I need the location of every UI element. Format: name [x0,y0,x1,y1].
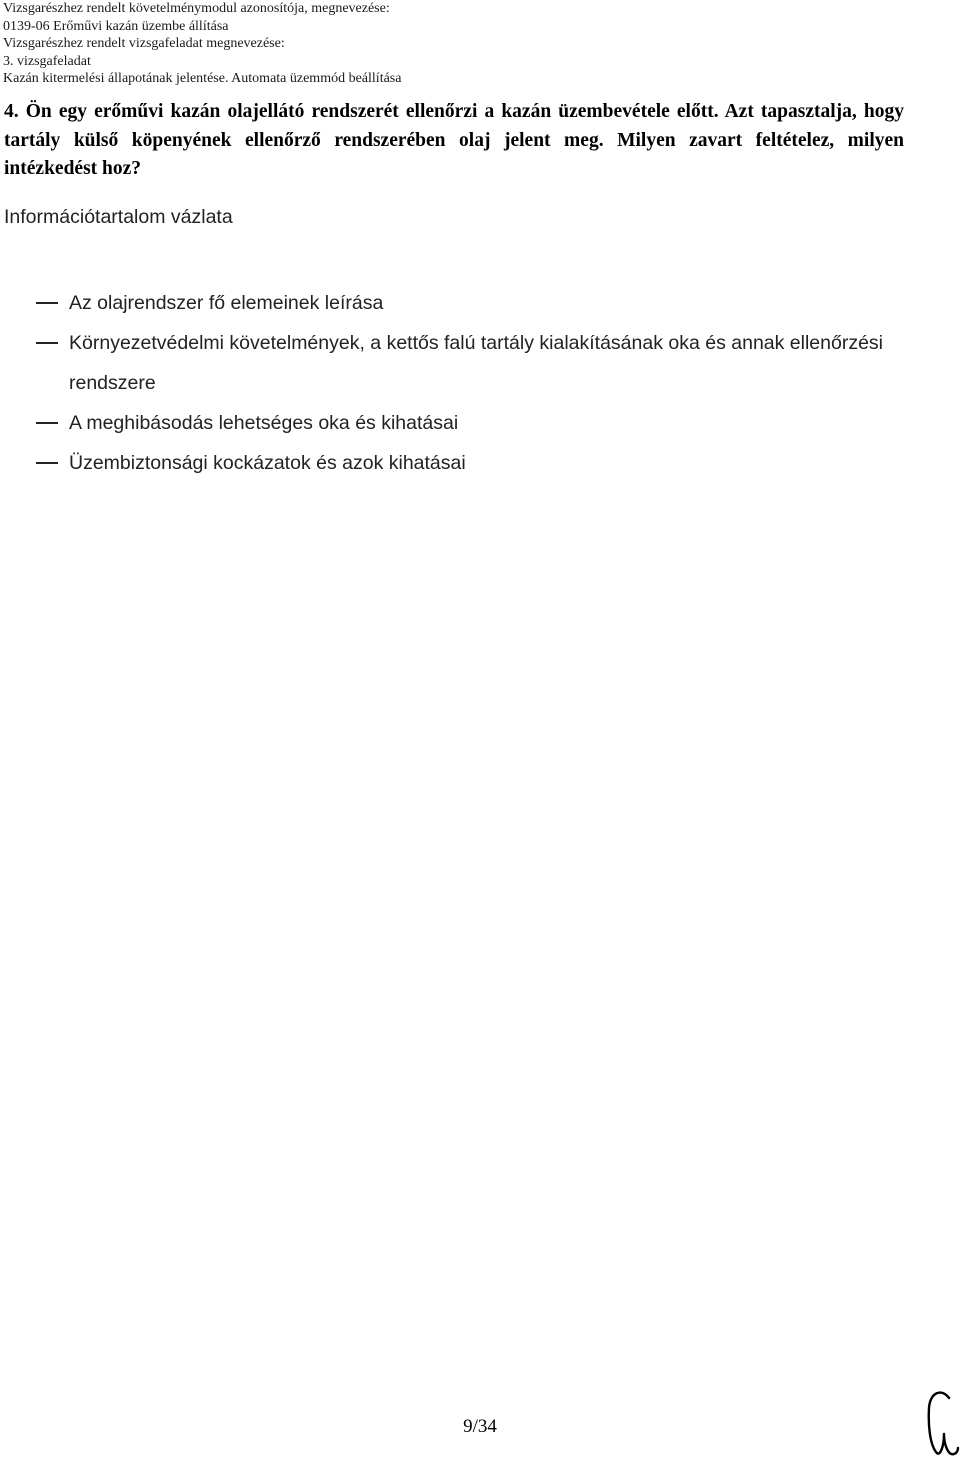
list-item-text: Környezetvédelmi követelmények, a kettős falú tartály kialakításának oka és annak ellenőrzési rendszere [69,332,884,394]
list-item-text: Az olajrendszer fő elemeinek leírása [69,292,384,314]
dash-bullet-icon [36,462,58,464]
dash-bullet-icon [36,422,58,424]
list-item-text: Üzembiztonsági kockázatok és azok kihatásai [69,452,466,474]
list-item [0,323,900,403]
header-task-name: Kazán kitermelési állapotának jelentése. Automata üzemmód beállítása [3,71,402,86]
outline-title: Információtartalom vázlata [4,206,233,228]
question-text: 4. Ön egy erőművi kazán olajellátó rendszerét ellenőrzi a kazán üzembevétele előtt. Azt tapasztalja, hogy tartály külső köpenyének ellenőrző rendszerében olaj jelent meg. Milyen zavart feltételez, milyen intézkedést hoz? [4,101,904,179]
header-task-number: 3. vizsgafeladat [3,53,91,69]
header-module-name: 0139-06 Erőművi kazán üzembe állítása [3,18,229,34]
header-module-label: Vizsgarészhez rendelt követelménymodul azonosítója, megnevezése: [3,1,390,16]
dash-bullet-icon [36,342,58,344]
list-item [0,283,900,323]
list-item [0,443,900,483]
outline-list [0,283,900,483]
document-header [3,0,953,88]
list-item [0,403,900,443]
page-number: 9/34 [463,1416,497,1437]
signature-mark [920,1384,960,1460]
header-task-label: Vizsgarészhez rendelt vizsgafeladat megnevezése: [3,36,285,51]
dash-bullet-icon [36,302,58,304]
list-item-text: A meghibásodás lehetséges oka és kihatásai [69,412,459,434]
